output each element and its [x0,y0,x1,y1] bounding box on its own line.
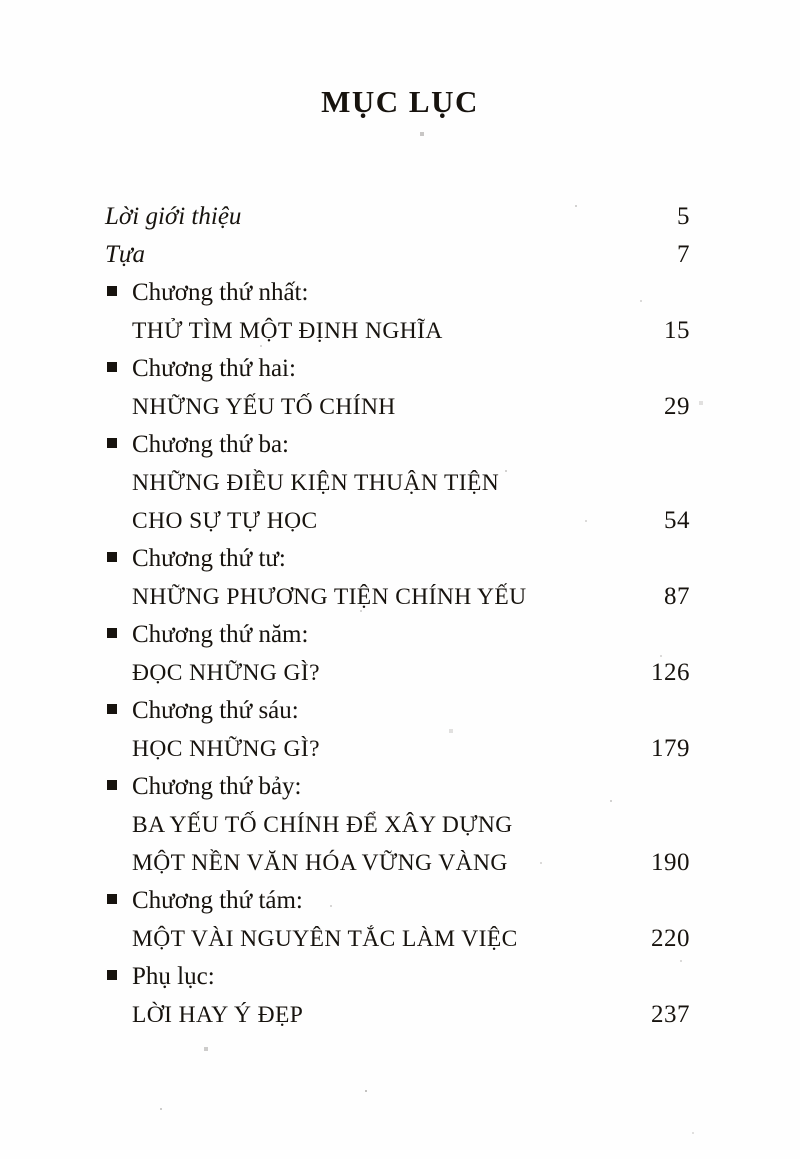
entry-label: Chương thứ bảy: [132,773,302,800]
bullet-square-icon [107,704,117,714]
toc-entry-chapter [132,426,690,464]
chapter-title-line [132,502,690,540]
toc-entry-chapter [132,882,690,920]
bullet-square-icon [107,780,117,790]
chapter-title-text: CHO SỰ TỰ HỌC [132,507,318,534]
entry-label: Lời giới thiệu [105,203,242,230]
toc-entry-chapter [132,768,690,806]
chapter-title-text: ĐỌC NHỮNG GÌ? [132,659,320,686]
chapter-title-text: NHỮNG YẾU TỐ CHÍNH [132,393,396,420]
page-number: 220 [651,925,690,952]
chapter-title-line [132,920,690,958]
chapter-title-line [132,578,690,616]
toc-entry-front [105,236,690,274]
chapter-title-text: BA YẾU TỐ CHÍNH ĐỂ XÂY DỰNG [132,811,513,838]
entry-label: Chương thứ sáu: [132,697,299,724]
chapter-title-text: HỌC NHỮNG GÌ? [132,735,320,762]
toc-entry-chapter [132,274,690,312]
bullet-square-icon [107,286,117,296]
bullet-square-icon [107,438,117,448]
entry-label: Phụ lục: [132,963,215,990]
bullet-square-icon [107,894,117,904]
bullet-square-icon [107,970,117,980]
chapter-title-line [132,806,690,844]
chapter-title-text: THỬ TÌM MỘT ĐỊNH NGHĨA [132,317,443,344]
toc-entry-front [105,198,690,236]
scan-noise [0,0,2,2]
bullet-square-icon [107,628,117,638]
page-number: 126 [651,659,690,686]
chapter-title-text: MỘT VÀI NGUYÊN TẮC LÀM VIỆC [132,925,518,952]
entry-label: Chương thứ hai: [132,355,296,382]
chapter-title-line [132,388,690,426]
chapter-title-text: LỜI HAY Ý ĐẸP [132,1001,304,1028]
chapter-title-line [132,464,690,502]
page-number: 54 [664,507,690,534]
page-number: 87 [664,583,690,610]
toc-entry-chapter [132,616,690,654]
chapter-title-line [132,654,690,692]
page-number: 5 [677,203,690,230]
toc-list [105,198,690,1034]
page-title: MỤC LỤC [321,84,479,119]
entry-label: Chương thứ tám: [132,887,303,914]
toc-entry-chapter [132,350,690,388]
chapter-title-text: NHỮNG ĐIỀU KIỆN THUẬN TIỆN [132,469,500,496]
entry-label: Chương thứ năm: [132,621,309,648]
entry-label: Chương thứ tư: [132,545,286,572]
entry-label: Chương thứ ba: [132,431,289,458]
page-number: 29 [664,393,690,420]
page-number: 190 [651,849,690,876]
chapter-title-text: NHỮNG PHƯƠNG TIỆN CHÍNH YẾU [132,583,527,610]
chapter-title-line [132,312,690,350]
page-number: 7 [677,241,690,268]
page-number: 237 [651,1001,690,1028]
entry-label: Tựa [105,241,146,268]
entry-label: Chương thứ nhất: [132,279,309,306]
toc-entry-chapter [132,692,690,730]
chapter-title-line [132,730,690,768]
chapter-title-line [132,996,690,1034]
toc-entry-chapter [132,958,690,996]
page-number: 15 [664,317,690,344]
chapter-title-text: MỘT NỀN VĂN HÓA VỮNG VÀNG [132,849,508,876]
bullet-square-icon [107,362,117,372]
toc-entry-chapter [132,540,690,578]
page-number: 179 [651,735,690,762]
bullet-square-icon [107,552,117,562]
chapter-title-line [132,844,690,882]
